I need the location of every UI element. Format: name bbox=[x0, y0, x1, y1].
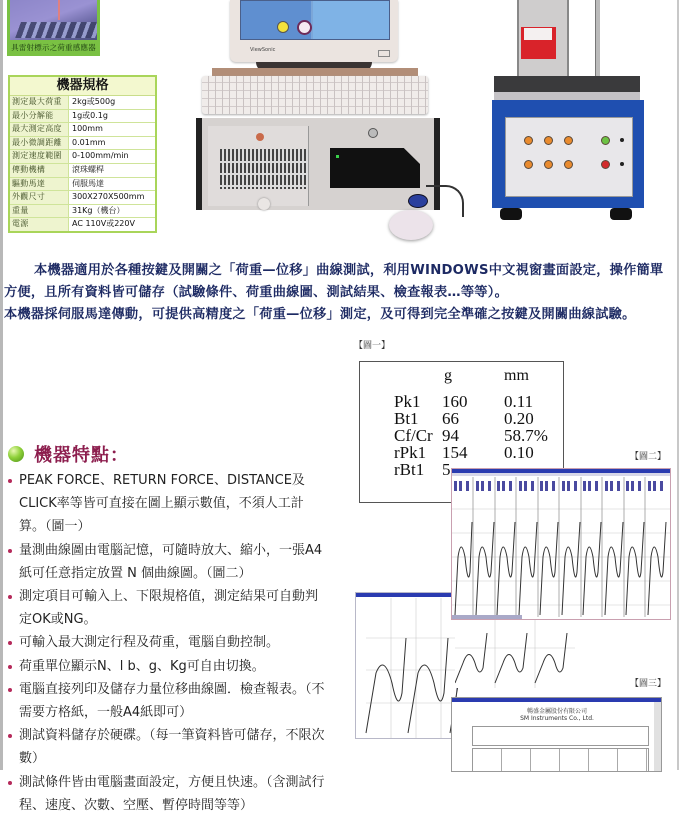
case-left-panel bbox=[208, 126, 309, 206]
spec-value: AC 110V或220V bbox=[69, 218, 155, 231]
report-title bbox=[512, 708, 602, 722]
panel-button-icon bbox=[564, 160, 573, 169]
monitor-brand: ViewSonic bbox=[250, 47, 276, 53]
unit-header-g: g bbox=[444, 367, 452, 384]
feature-item: 測定項目可輸入上、下限規格值，測定結果可自動判定OK或NG。 bbox=[8, 585, 328, 631]
brand-logo-icon bbox=[408, 194, 428, 208]
result-mm: 0.11 bbox=[504, 392, 534, 411]
feature-item: 荷重單位顯示N、l b、g、Kg可自由切換。 bbox=[8, 655, 328, 678]
feature-item: 測試資料儲存於硬碟。（每一筆資料皆可儲存，不限次數） bbox=[8, 724, 328, 770]
spec-value: 300X270X500mm bbox=[69, 191, 155, 204]
computer-photo bbox=[194, 0, 464, 245]
vent-grille bbox=[220, 149, 308, 189]
feature-item: 電腦直接列印及儲存力量位移曲線圖．檢查報表。（不需要方格紙，一般A4紙即可） bbox=[8, 678, 328, 724]
spec-label: 最小分解能 bbox=[10, 110, 69, 123]
result-mm: 0.10 bbox=[504, 443, 534, 462]
result-name: rPk1 bbox=[394, 443, 427, 462]
indicator-dot-icon bbox=[620, 162, 624, 166]
panel-button-icon bbox=[524, 160, 533, 169]
keypad-image bbox=[15, 22, 97, 38]
spec-row bbox=[10, 150, 155, 164]
spec-row bbox=[10, 164, 155, 178]
spec-value: 0-100mm/min bbox=[69, 150, 155, 163]
spec-label: 最小微調距離 bbox=[10, 137, 69, 150]
unit-header-mm: mm bbox=[504, 367, 529, 384]
drive-bay bbox=[330, 148, 420, 188]
stop-button-icon bbox=[601, 160, 610, 169]
feature-item: 可輸入最大測定行程及荷重，電腦自動控制。 bbox=[8, 631, 328, 654]
figure-3-curve-window bbox=[355, 592, 457, 739]
spec-label: 測定速度範圍 bbox=[10, 150, 69, 163]
horizontal-scrollbar[interactable] bbox=[452, 615, 522, 619]
monitor-screen bbox=[240, 0, 390, 40]
spec-label: 驅動馬達 bbox=[10, 178, 69, 191]
spec-table bbox=[8, 75, 157, 233]
spec-row bbox=[10, 218, 155, 231]
spec-row bbox=[10, 191, 155, 205]
spec-row bbox=[10, 137, 155, 151]
multi-curve-plot bbox=[452, 477, 670, 617]
gauge-icon bbox=[277, 21, 289, 33]
result-mm: 58.7% bbox=[504, 426, 548, 445]
screen-right-panel bbox=[313, 1, 389, 39]
intro-paragraph: 本機器採伺服馬達傳動，可提供高精度之「荷重—位移」測定，及可得到完全準確之按鍵及開關曲線試驗。 bbox=[4, 307, 636, 322]
window-titlebar bbox=[452, 698, 661, 702]
result-g: 160 bbox=[442, 392, 468, 411]
intro-paragraph: 本機器適用於各種按鍵及開關之「荷重—位移」曲線測試，利用WINDOWS中文視窗畫面設定，操作簡單方便，且所有資料皆可儲存（試驗條件、荷重曲線圖、測試結果、檢查報表…等等）。 bbox=[4, 263, 664, 300]
figure-3-report-window bbox=[451, 697, 662, 772]
vertical-scrollbar[interactable] bbox=[654, 702, 661, 771]
result-g: 66 bbox=[442, 409, 459, 428]
feature-item: PEAK FORCE、RETURN FORCE、DISTANCE及CLICK率等皆可直接在圖上顯示數值，不須人工計算。（圖一） bbox=[8, 469, 328, 539]
spec-row bbox=[10, 123, 155, 137]
figure-3-label: 【圖三】 bbox=[630, 679, 667, 689]
load-cell-image bbox=[10, 0, 97, 40]
window-menubar bbox=[452, 473, 670, 476]
green-ball-icon bbox=[8, 446, 24, 462]
spec-row bbox=[10, 96, 155, 110]
spec-row bbox=[10, 178, 155, 192]
result-g: 5 bbox=[442, 460, 451, 479]
drive-led-icon bbox=[336, 155, 339, 158]
spec-label: 重量 bbox=[10, 205, 69, 218]
result-name: rBt1 bbox=[394, 460, 425, 479]
panel-button-icon bbox=[564, 136, 573, 145]
page-border-right bbox=[677, 0, 679, 770]
figure-2-curve-window bbox=[451, 468, 671, 620]
panel-button-icon bbox=[524, 136, 533, 145]
tester-machine-photo bbox=[482, 0, 642, 225]
key-lock-icon bbox=[368, 128, 378, 138]
power-led-icon bbox=[256, 133, 264, 141]
curve-plot bbox=[455, 618, 575, 688]
load-cell-label bbox=[524, 28, 552, 40]
start-button-icon bbox=[601, 136, 610, 145]
features-title: 機器特點： bbox=[34, 445, 129, 466]
monitor-power-button bbox=[378, 50, 390, 57]
figure-1-label: 【圖一】 bbox=[354, 341, 391, 351]
tester-foot bbox=[610, 208, 632, 220]
report-company-en: SM Instruments Co., Ltd. bbox=[520, 715, 594, 722]
result-mm: 0.20 bbox=[504, 409, 534, 428]
features-heading bbox=[8, 442, 129, 466]
spec-value: 伺服馬達 bbox=[69, 178, 155, 191]
figure-2-label: 【圖二】 bbox=[630, 452, 667, 462]
spec-table-title: 機器規格 bbox=[10, 77, 155, 96]
spec-value: 100mm bbox=[69, 123, 155, 136]
spec-value: 0.01mm bbox=[69, 137, 155, 150]
report-info-box bbox=[472, 726, 649, 746]
mouse-image bbox=[389, 210, 433, 240]
spec-row bbox=[10, 110, 155, 124]
result-g: 94 bbox=[442, 426, 459, 445]
laser-probe bbox=[58, 0, 60, 20]
features-list bbox=[8, 469, 328, 817]
feature-item: 量測曲線圖由電腦記憶，可隨時放大、縮小，一張A4紙可任意指定放置 N 個曲線圖。（圖二） bbox=[8, 539, 328, 585]
load-cell-photo bbox=[7, 0, 100, 56]
spec-value: 2kg或500g bbox=[69, 96, 155, 109]
window-titlebar bbox=[356, 593, 456, 597]
panel-button-icon bbox=[544, 136, 553, 145]
result-name: Cf/Cr bbox=[394, 426, 433, 445]
page-border-left bbox=[0, 0, 3, 770]
spec-value: 滾珠螺桿 bbox=[69, 164, 155, 177]
result-name: Bt1 bbox=[394, 409, 419, 428]
spec-row bbox=[10, 205, 155, 219]
thumbnail-caption: 具雷射標示之荷重感應器 bbox=[11, 43, 96, 52]
monitor-image bbox=[230, 0, 398, 62]
spec-label: 測定最大荷重 bbox=[10, 96, 69, 109]
feature-item: 測試條件皆由電腦畫面設定，方便且快速。（含測試行程、速度、次數、空壓、暫停時間等等） bbox=[8, 771, 328, 817]
spec-value: 31Kg（機台） bbox=[69, 205, 155, 218]
spec-label: 最大測定高度 bbox=[10, 123, 69, 136]
result-name: Pk1 bbox=[394, 392, 421, 411]
tester-foot bbox=[500, 208, 522, 220]
spec-label: 外觀尺寸 bbox=[10, 191, 69, 204]
spec-value: 1g或0.1g bbox=[69, 110, 155, 123]
panel-button-icon bbox=[544, 160, 553, 169]
result-g: 154 bbox=[442, 443, 468, 462]
report-company-cn: 暢盛金屬股份有限公司 bbox=[526, 708, 587, 715]
report-table bbox=[472, 748, 649, 772]
case-knob bbox=[258, 198, 270, 210]
spec-label: 傳動機構 bbox=[10, 164, 69, 177]
control-panel bbox=[505, 117, 633, 197]
gauge-icon bbox=[297, 20, 312, 35]
keyboard-image bbox=[202, 76, 428, 114]
intro-text bbox=[4, 260, 672, 326]
tester-plate bbox=[494, 92, 640, 100]
spec-label: 電源 bbox=[10, 218, 69, 231]
indicator-dot-icon bbox=[620, 138, 624, 142]
pc-case-image bbox=[196, 118, 440, 210]
mouse-cable bbox=[426, 185, 464, 217]
